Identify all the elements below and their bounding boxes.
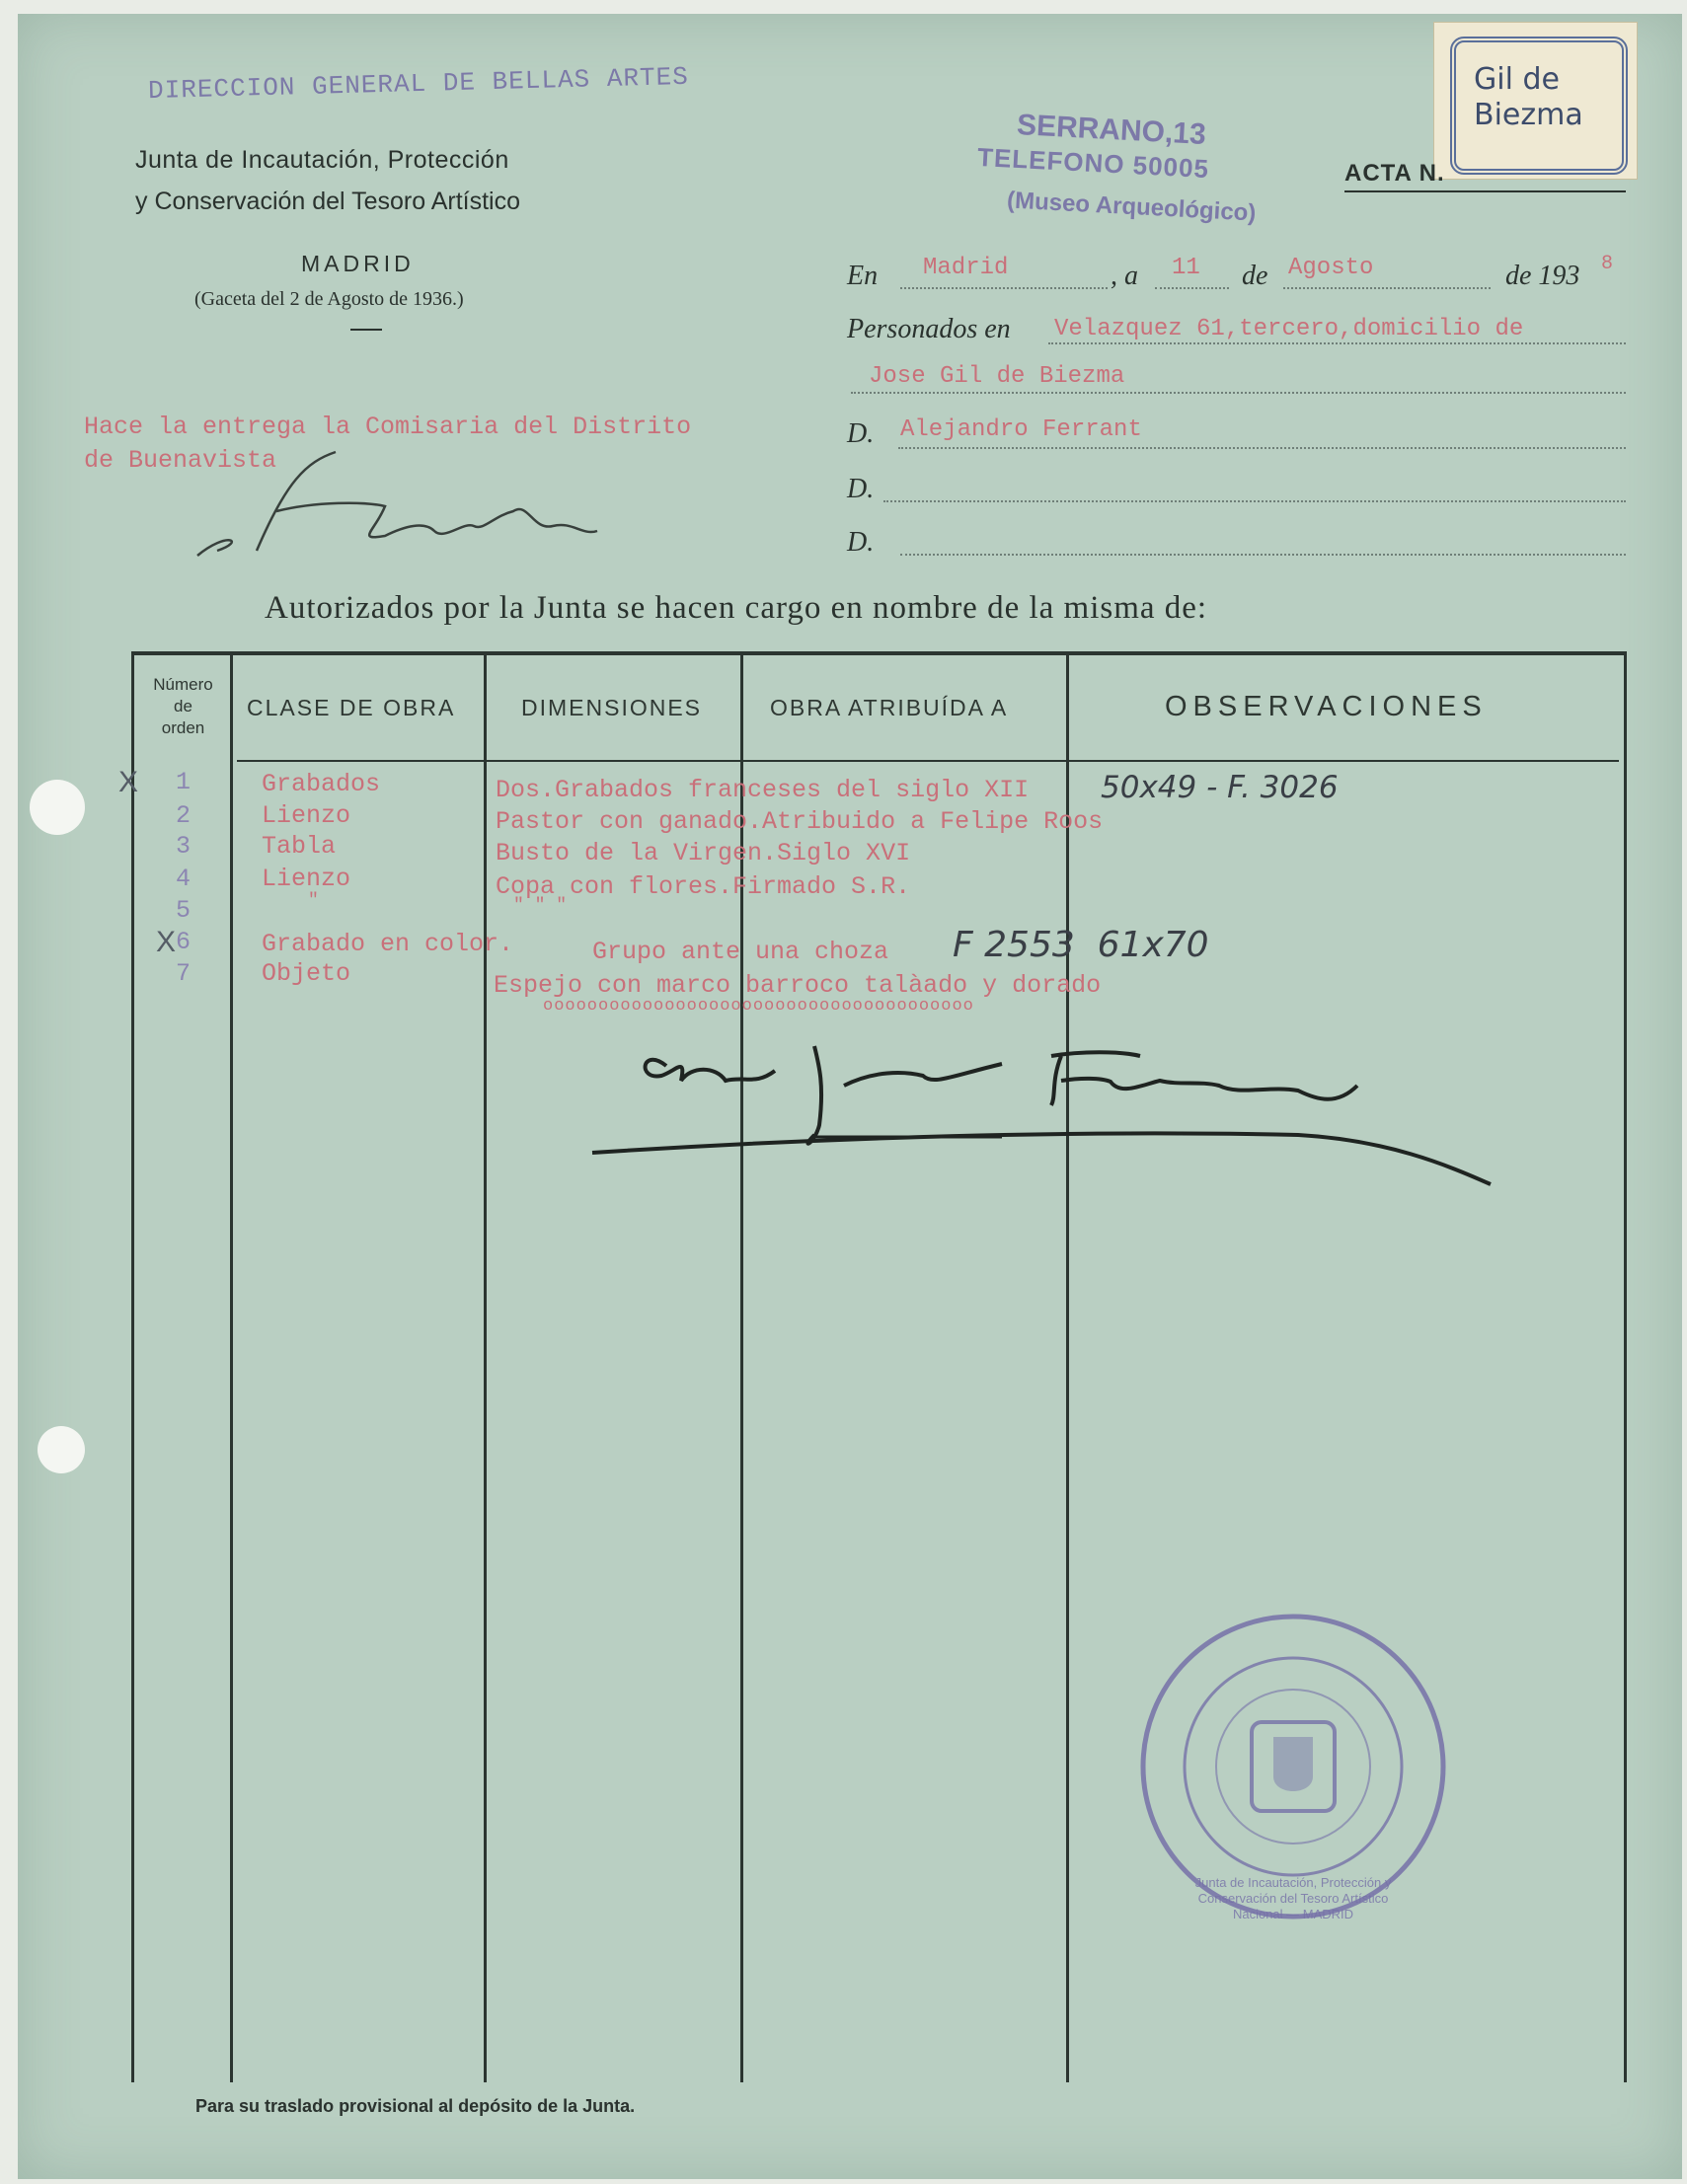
location-value-1: Velazquez 61,tercero,domicilio de: [1054, 316, 1524, 342]
footer-note: Para su traslado provisional al depósito de la Junta.: [195, 2096, 636, 2116]
gazette-note: (Gaceta del 2 de Agosto de 1936.): [194, 288, 464, 310]
dept-stamp: DIRECCION GENERAL DE BELLAS ARTES: [147, 61, 690, 107]
place-line: [900, 286, 1108, 289]
row-number: 6: [176, 928, 192, 956]
row-6-check-mark: X: [156, 926, 177, 958]
delivery-signature-image: [188, 442, 602, 570]
row-description: Dos.Grabados franceses del siglo XII: [496, 776, 1030, 804]
month-line: [1283, 286, 1491, 289]
header-observaciones: OBSERVACIONES: [1165, 691, 1488, 722]
col-divider-2: [484, 655, 487, 2082]
punch-hole-bottom: [38, 1426, 85, 1473]
col-divider-1: [230, 655, 233, 2082]
punch-hole-top: [30, 780, 85, 835]
day-line: [1155, 286, 1229, 289]
city-label: MADRID: [301, 251, 415, 276]
d3-label: D.: [847, 527, 875, 558]
row-1-check-mark: X: [118, 766, 139, 798]
header-num-2: de: [174, 697, 192, 715]
row-number: 7: [176, 959, 192, 988]
acta-label: ACTA N.: [1344, 160, 1445, 187]
header-divider: [350, 329, 382, 331]
location-value-2: Jose Gil de Biezma: [869, 363, 1125, 390]
row-number: 5: [176, 896, 192, 925]
col-divider-3: [740, 655, 743, 2082]
place-value: Madrid: [923, 255, 1009, 281]
row-note: F 2553 61x70: [953, 925, 1209, 965]
row-number: 4: [176, 865, 192, 893]
acta-underline: [1344, 190, 1626, 192]
col-divider-4: [1066, 655, 1069, 2082]
label-stamp: [1433, 22, 1638, 180]
row-description: Espejo con marco barroco talàado y dorado: [494, 971, 1102, 1000]
row-clase: Grabado en color.: [262, 930, 514, 958]
delivery-note-line-1: Hace la entrega la Comisaria del Distrito: [84, 413, 692, 441]
header-num-1: Número: [153, 675, 213, 694]
address-stamp-line-2: TELEFONO 50005: [976, 141, 1210, 185]
table-left-border: [131, 651, 134, 2082]
d3-line: [900, 553, 1626, 556]
row-number: 1: [176, 768, 192, 796]
month-value: Agosto: [1288, 255, 1374, 281]
table-right-border: [1624, 651, 1627, 2082]
table-end-line: ooooooooooooooooooooooooooooooooooooooo: [543, 997, 974, 1016]
row-number: 2: [176, 801, 192, 830]
row-clase: Tabla: [262, 832, 337, 861]
org-line-2: y Conservación del Tesoro Artístico: [135, 188, 521, 215]
row-description: Copa con flores.Firmado S.R.: [496, 872, 911, 901]
ferrant-signature-image: [587, 1026, 1495, 1204]
header-row-bottom: [237, 760, 1619, 762]
address-stamp-line-1: SERRANO,13: [1016, 109, 1207, 151]
personados-label: Personados en: [847, 314, 1011, 344]
header-num-3: orden: [161, 718, 205, 737]
official-seal-text: Junta de Incautación, Protección y Conservación del Tesoro Artístico Nacional — MADRID: [1194, 1875, 1392, 1921]
d2-line: [883, 499, 1626, 502]
year-label: de 193: [1505, 261, 1580, 291]
row-description: Grupo ante una choza: [592, 938, 889, 966]
row-clase: ": [308, 891, 319, 911]
row-number: 3: [176, 832, 192, 861]
d1-label: D.: [847, 418, 875, 449]
header-clase: CLASE DE OBRA: [247, 695, 456, 720]
en-label: En: [847, 261, 879, 291]
row-description: Busto de la Virgen.Siglo XVI: [496, 839, 911, 867]
org-line-1: Junta de Incautación, Protección: [135, 146, 509, 174]
header-obra: OBRA ATRIBUÍDA A: [770, 695, 1009, 720]
d1-value: Alejandro Ferrant: [900, 416, 1142, 443]
location-line-2: [851, 391, 1626, 394]
header-dimensiones: DIMENSIONES: [521, 695, 703, 720]
d1-line: [898, 446, 1626, 449]
d2-label: D.: [847, 474, 875, 504]
address-stamp-line-3: (Museo Arqueológico): [1006, 187, 1257, 227]
day-value: 11: [1172, 255, 1200, 281]
delivery-note-line-2: de Buenavista: [84, 446, 277, 475]
table-top-border: [133, 651, 1627, 655]
row-clase: Objeto: [262, 959, 351, 988]
year-digit: 8: [1601, 253, 1614, 275]
label-stamp-text: Gil de Biezma: [1474, 62, 1583, 132]
row-clase: Lienzo: [262, 865, 351, 893]
row-clase: Grabados: [262, 770, 381, 798]
row-note: 50x49 - F. 3026: [1101, 770, 1339, 805]
row-clase: Lienzo: [262, 801, 351, 830]
a-label: , a: [1111, 261, 1138, 291]
row-description: " " ": [513, 896, 568, 916]
de-label: de: [1242, 261, 1268, 291]
authorized-heading: Autorizados por la Junta se hacen cargo en nombre de la misma de:: [265, 590, 1208, 626]
row-description: Pastor con ganado.Atribuido a Felipe Roos: [496, 807, 1104, 836]
